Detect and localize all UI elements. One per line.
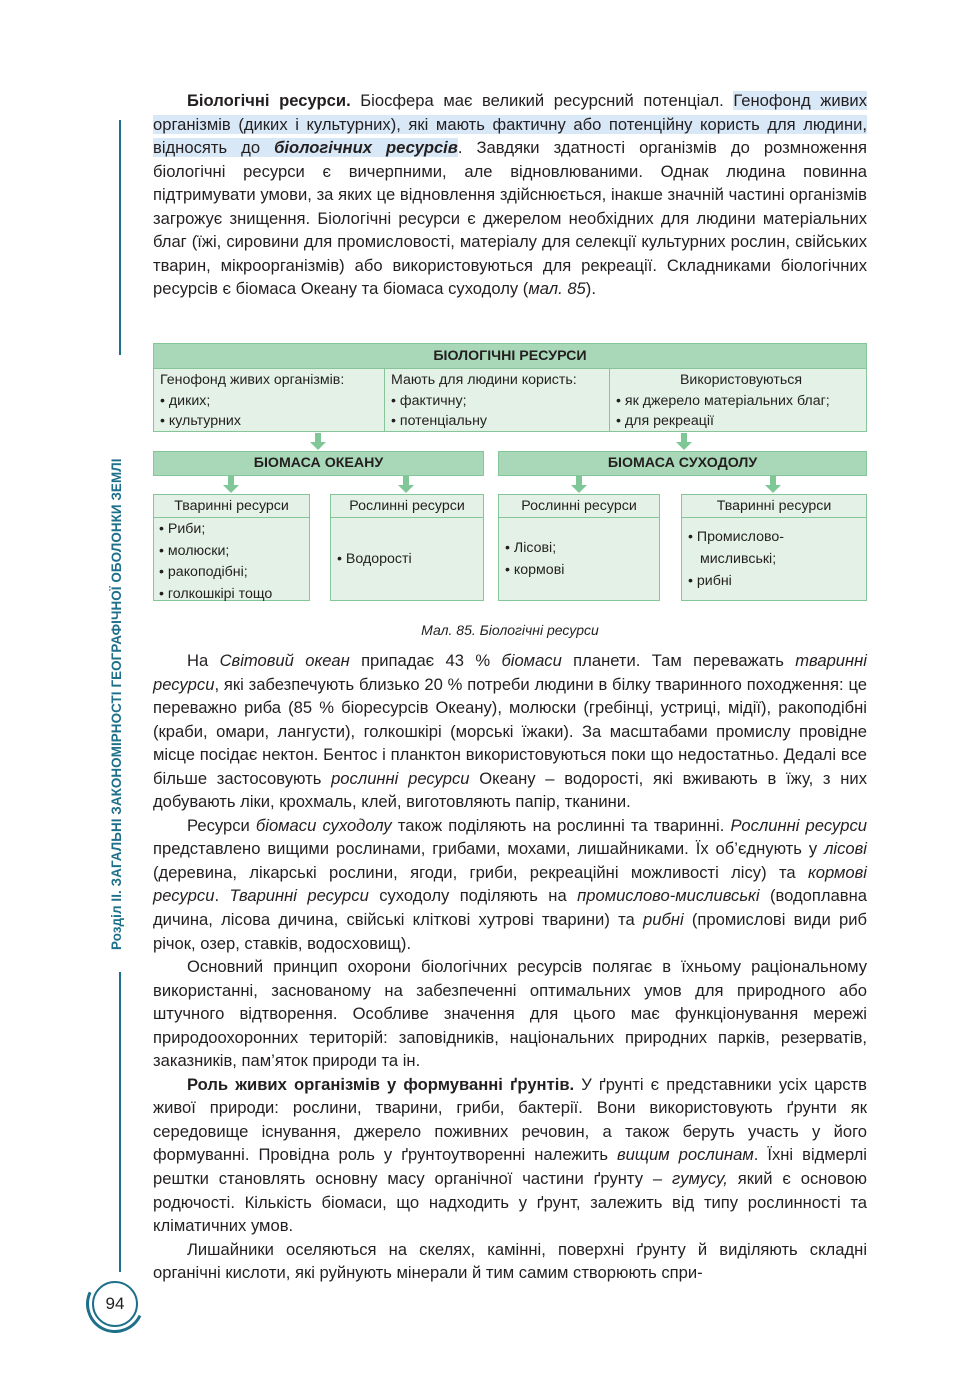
side-rule-top [119, 120, 121, 355]
land-animal-heading: Тваринні ресурси [681, 494, 867, 518]
definition-term: біологічних ресурсів [274, 138, 458, 158]
list-item: • ракоподібні; [159, 564, 248, 580]
usage-column [609, 368, 867, 432]
ocean-animal-heading: Тваринні ресурси [153, 494, 310, 518]
ocean-plant-heading: Рослинні ресурси [330, 494, 484, 518]
usage-heading: Використовуються [679, 372, 803, 388]
list-item: • диких; [160, 393, 211, 409]
figure-caption: Мал. 85. Біологічні ресурси [421, 622, 599, 638]
section-side-label: Розділ ІІ. ЗАГАЛЬНІ ЗАКОНОМІРНОСТІ ГЕОГРАФІЧНОЇ ОБОЛОНКИ ЗЕМЛІ [109, 458, 124, 950]
list-item: • для рекреації [616, 413, 714, 429]
list-item: • культурних [160, 413, 241, 429]
land-animal-list [681, 517, 867, 601]
page-number: 94 [92, 1281, 138, 1327]
genofond-column [153, 368, 385, 432]
paragraph-ocean: На Світовий океан припадає 43 % біомаси планети. Там переважать тваринні ресурси, які забезпечують близько 20 % потреби людини в білку тваринного походження: це переважно риба (85 % біоресурсів Океану), молюски (гребінці, устриці, мідії), ракоподібні (краби, омари, лангусти), голкошкірі (морські їжаки). За масштабами промислу провідне місце посідає нектон. Бентос і планктон використовуються поки що недостатньо. Дедалі все більше застосовують рослинні ресурси Океану – водорості, які вживають в їжу, з них добувають ліки, крохмаль, клей, виготовляють папір, тканини. [153, 651, 867, 812]
intro-text-3: ). [585, 279, 596, 299]
list-item: • Риби; [159, 521, 206, 537]
list-item: • фактичну; [391, 393, 467, 409]
soil-heading: Роль живих організмів у формуванні ґрунтів. [187, 1074, 575, 1094]
list-item: • Лісові; [505, 540, 557, 556]
list-item: • рибні [688, 573, 732, 589]
intro-text-1: Біосфера має великий ресурсний потенціал. [350, 91, 734, 110]
paragraph-protection: Основний принцип охорони біологічних ресурсів полягає в їхньому раціональному використанні, заснованому на забезпеченні оптимальних умов для природного або штучного відтворення. Особливе значення для цього має функціонування мережі природоохоронних територій: заповідників, національних природних парків, резерватів, заказників, пам’яток природи та ін. [153, 957, 867, 1071]
list-item: • Промислово- [688, 529, 784, 545]
intro-paragraph [153, 89, 867, 301]
list-item: • потенціальну [391, 413, 488, 429]
list-item: • Водорості [337, 551, 412, 567]
ocean-biomass-box: БІОМАСА ОКЕАНУ [153, 451, 484, 476]
benefit-column [384, 368, 610, 432]
land-plant-heading: Рослинні ресурси [498, 494, 660, 518]
genofond-heading: Генофонд живих організмів: [160, 372, 345, 388]
list-item: • голкошкірі тощо [159, 585, 273, 602]
land-plant-list [498, 517, 660, 601]
paragraph-land: Ресурси біомаси суходолу також поділяють на рослинні та тваринні. Рослинні ресурси представлено вищими рослинами, грибами, мохами, лишайниками. Їх об’єднують у лісові (деревина, лікарські рослини, ягоди, гриби, рекреаційні можливості лісу) та кормові ресурси. Тваринні ресурси суходолу поділяють на промислово-мисливські (водоплавна дичина, лісова дичина, свійські кліткові хутрові тварини) та рибні (промислові види риб річок, озер, ставків, водосховищ). [153, 815, 868, 953]
intro-heading: Біологічні ресурси. [187, 91, 351, 110]
list-item: • як джерело матеріальних благ; [616, 393, 830, 409]
list-item: мисливські; [700, 551, 777, 567]
definition-text: Генофонд живих організмів (диких і культурних), які мають фактичну або потенційну користь для людини, відносять до [153, 91, 867, 158]
list-item: • кормові [505, 562, 565, 578]
ocean-animal-list [153, 517, 310, 601]
side-rule-bottom [119, 972, 121, 1272]
list-item: • молюски; [159, 542, 230, 559]
ocean-plant-list [330, 517, 484, 601]
land-biomass-box: БІОМАСА СУХОДОЛУ [498, 451, 867, 476]
paragraph-lichens: Лишайники оселяються на скелях, камінні, поверхні ґрунту й виділяють складні органічні кислоти, які руйнують мінерали й тим самим створюють спри- [153, 1239, 867, 1283]
body-text [153, 649, 867, 1285]
benefit-heading: Мають для людини користь: [391, 372, 577, 388]
intro-text-2: . Завдяки здатності організмів до розмноження біологічні ресурси є вичерпними, але відновлюваними. Однак людина повинна підтримувати умови, за яких це відновлення здійснюється, інакше значній частині організмів загрожує знищення. Біологічні ресурси є джерелом необхідних для людини матеріальних благ (їжі, сировини для промисловості, матеріалу для селекції культурних рослин, свійських тварин, мікроорганізмів) або використовуються для рекреації. Складниками біологічних ресурсів є біомаса Океану та біомаса суходолу ( [153, 138, 867, 299]
figure-reference: мал. 85 [528, 279, 586, 299]
diagram-title: БІОЛОГІЧНІ РЕСУРСИ [153, 343, 867, 369]
paragraph-soil: Роль живих організмів у формуванні ґрунтів. У ґрунті є представники усіх царств живої природи: рослини, тварини, гриби, бактерії. Вони використовують ґрунти як середовище існування, джерело поживних речовин, а також беруть участь у його формуванні. Провідна роль у ґрунтоутворенні належить вищим рослинам. Їхні відмерлі рештки становлять основну масу органічної частини ґрунту – гумусу, який є основою родючості. Кількість біомаси, що надходить у ґрунт, залежить від типу рослинності та кліматичних умов. [153, 1074, 867, 1236]
